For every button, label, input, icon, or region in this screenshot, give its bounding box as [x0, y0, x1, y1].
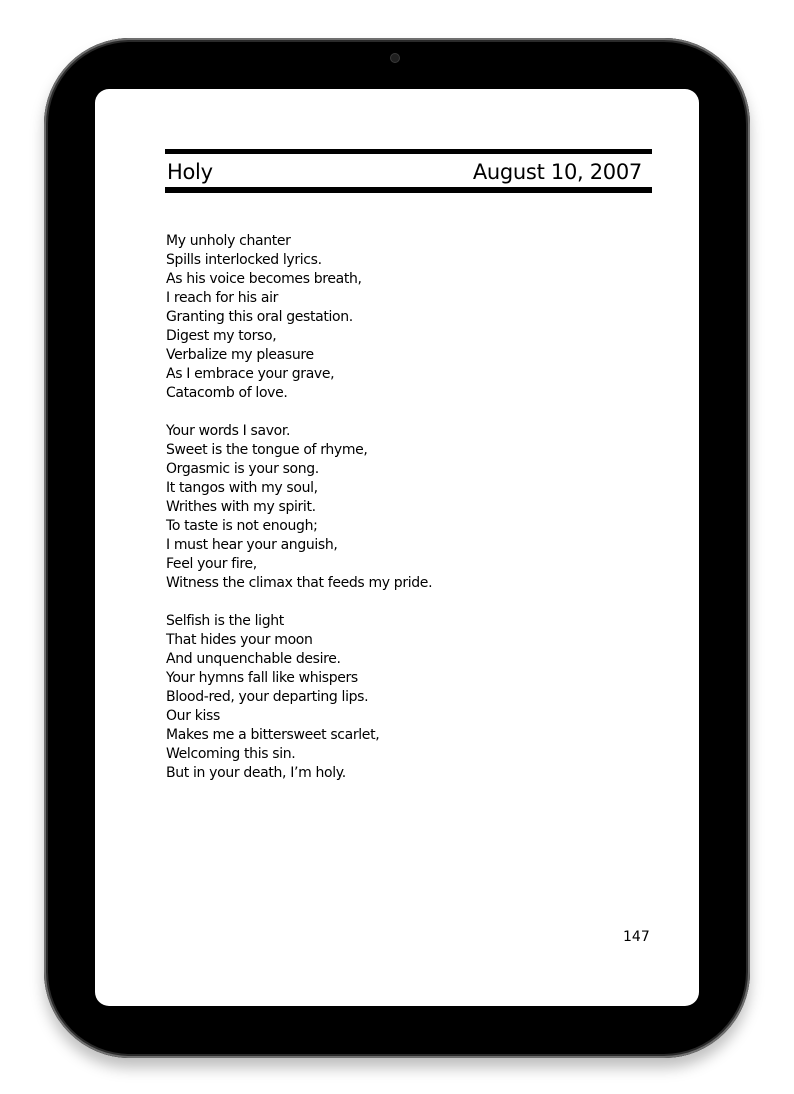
poem-line: Digest my torso, [166, 328, 277, 344]
poem-line: Sweet is the tongue of rhyme, [166, 442, 368, 458]
poem-line: That hides your moon [166, 632, 313, 648]
poem-line: Makes me a bittersweet scarlet, [166, 727, 380, 743]
poem-line: And unquenchable desire. [166, 651, 341, 667]
poem-line: Orgasmic is your song. [166, 461, 319, 477]
poem-line: It tangos with my soul, [166, 480, 318, 496]
poem-line: Our kiss [166, 708, 220, 724]
poem-line: To taste is not enough; [166, 518, 318, 534]
poem-date: August 10, 2007 [472, 160, 642, 184]
poem-line: My unholy chanter [166, 233, 291, 249]
poem-line: I must hear your anguish, [166, 537, 338, 553]
tablet-frame [44, 38, 750, 1058]
poem-line: As I embrace your grave, [166, 366, 335, 382]
stanza-1 [166, 232, 636, 403]
poem-line: Your hymns fall like whispers [166, 670, 358, 686]
page-number: 147 [623, 929, 650, 945]
poem-line: Witness the climax that feeds my pride. [166, 575, 433, 591]
header-top-rule [165, 149, 652, 154]
poem-line: I reach for his air [166, 290, 279, 306]
ebook-page [95, 89, 699, 1006]
poem-line: As his voice becomes breath, [166, 271, 362, 287]
poem-line: Your words I savor. [166, 423, 291, 439]
poem-line: But in your death, I’m holy. [166, 765, 346, 781]
poem-line: Verbalize my pleasure [166, 347, 314, 363]
poem-body [166, 232, 636, 802]
poem-line: Spills interlocked lyrics. [166, 252, 322, 268]
poem-line: Blood-red, your departing lips. [166, 689, 369, 705]
poem-line: Welcoming this sin. [166, 746, 296, 762]
stanza-2 [166, 422, 636, 593]
poem-line: Feel your fire, [166, 556, 257, 572]
page-header [165, 149, 652, 193]
poem-line: Granting this oral gestation. [166, 309, 353, 325]
poem-line: Writhes with my spirit. [166, 499, 316, 515]
poem-line: Catacomb of love. [166, 385, 288, 401]
stanza-3 [166, 612, 636, 783]
poem-line: Selfish is the light [166, 613, 284, 629]
camera-icon [390, 53, 400, 63]
header-bottom-rule [165, 187, 652, 193]
poem-title: Holy [167, 160, 213, 184]
